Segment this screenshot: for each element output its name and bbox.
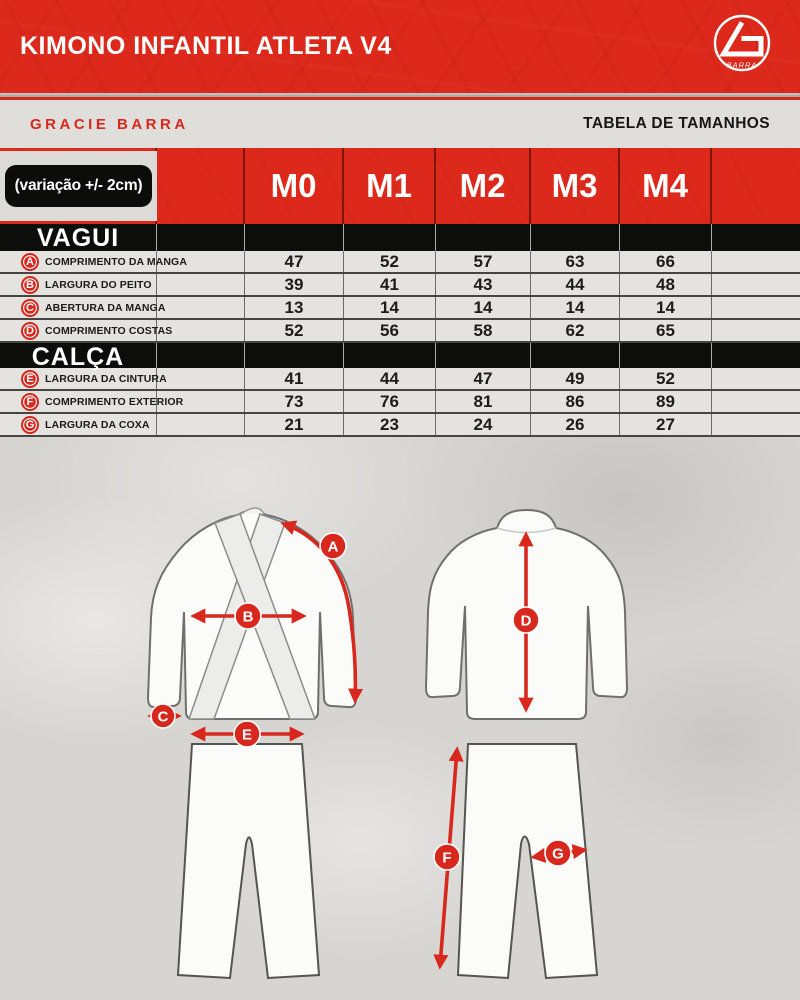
value-cell: 21	[245, 414, 344, 435]
size-header-m0: M0	[245, 148, 344, 224]
value-cell: 44	[531, 274, 620, 295]
page-title: KIMONO INFANTIL ATLETA V4	[20, 32, 392, 60]
table-row-b	[0, 274, 800, 297]
value-cell: 47	[245, 251, 344, 272]
gracie-barra-wordmark: GRACIE BARRA	[30, 115, 189, 133]
value-cell: 57	[436, 251, 531, 272]
value-cell: 43	[436, 274, 531, 295]
measurement-diagram	[0, 440, 800, 1000]
size-table	[0, 224, 800, 437]
measure-label: LARGURA DA CINTURA	[45, 372, 167, 385]
measure-label: ABERTURA DA MANGA	[45, 301, 166, 314]
value-cell: 58	[436, 320, 531, 341]
measure-badge-g	[545, 840, 571, 866]
measure-label: COMPRIMENTO COSTAS	[45, 324, 173, 337]
table-row-a	[0, 251, 800, 274]
measure-badge-c	[151, 704, 175, 728]
value-cell: 52	[344, 251, 436, 272]
section-header-calca	[0, 343, 800, 371]
value-cell: 89	[620, 391, 712, 412]
value-cell: 48	[620, 274, 712, 295]
table-row-c	[0, 297, 800, 320]
value-cell: 76	[344, 391, 436, 412]
value-cell: 63	[531, 251, 620, 272]
value-cell: 47	[436, 368, 531, 389]
variation-note-box	[0, 151, 157, 221]
value-cell: 14	[344, 297, 436, 318]
size-header-m3: M3	[531, 148, 620, 224]
measure-key-badge: E	[21, 370, 39, 388]
section-header-vagui	[0, 224, 800, 251]
measure-label: LARGURA DO PEITO	[45, 278, 152, 291]
svg-text:F: F	[442, 849, 452, 867]
measure-label: LARGURA DA COXA	[45, 418, 150, 431]
measure-key-badge: D	[21, 322, 39, 340]
value-cell: 14	[436, 297, 531, 318]
size-header-m2: M2	[436, 148, 531, 224]
table-row-f	[0, 391, 800, 414]
value-cell: 44	[344, 368, 436, 389]
svg-text:E: E	[241, 726, 253, 744]
value-cell: 41	[245, 368, 344, 389]
gi-pants-back-drawing	[458, 744, 597, 978]
value-cell: 24	[436, 414, 531, 435]
measure-key-badge: F	[21, 393, 39, 411]
table-row-e	[0, 368, 800, 391]
value-cell: 56	[344, 320, 436, 341]
value-cell: 41	[344, 274, 436, 295]
svg-text:G: G	[552, 845, 564, 863]
value-cell: 14	[620, 297, 712, 318]
value-cell: 52	[245, 320, 344, 341]
top-banner	[0, 0, 800, 93]
value-cell: 86	[531, 391, 620, 412]
measure-badge-a	[320, 533, 346, 559]
value-cell: 49	[531, 368, 620, 389]
value-cell: 73	[245, 391, 344, 412]
measure-key-badge: A	[21, 253, 39, 271]
size-header-m4: M4	[620, 148, 712, 224]
subheader-bar	[0, 93, 800, 148]
value-cell: 27	[620, 414, 712, 435]
svg-text:B: B	[242, 608, 254, 626]
svg-text:D: D	[520, 612, 532, 630]
value-cell: 81	[436, 391, 531, 412]
value-cell: 39	[245, 274, 344, 295]
section-title: VAGUI	[0, 224, 157, 253]
table-of-sizes-label: TABELA DE TAMANHOS	[583, 115, 770, 132]
size-header-m1: M1	[344, 148, 436, 224]
measure-badge-b	[235, 603, 261, 629]
value-cell: 13	[245, 297, 344, 318]
gracie-barra-shield-icon	[708, 9, 776, 79]
value-cell: 23	[344, 414, 436, 435]
measure-badge-d	[513, 607, 539, 633]
measure-badge-e	[234, 721, 260, 747]
value-cell: 66	[620, 251, 712, 272]
size-header-row	[0, 148, 800, 224]
measure-label: COMPRIMENTO EXTERIOR	[45, 395, 184, 408]
value-cell: 65	[620, 320, 712, 341]
value-cell: 26	[531, 414, 620, 435]
measure-key-badge: B	[21, 276, 39, 294]
value-cell: 52	[620, 368, 712, 389]
value-cell: 14	[531, 297, 620, 318]
gi-pants-front-drawing	[178, 744, 319, 978]
header-end-cell	[712, 148, 800, 224]
header-gap-cell	[157, 148, 245, 224]
logo-barra-text: BARRA	[726, 60, 758, 70]
svg-text:A: A	[327, 538, 339, 556]
section-title: CALÇA	[0, 343, 157, 372]
value-cell: 62	[531, 320, 620, 341]
table-row-d	[0, 320, 800, 343]
svg-text:C: C	[157, 708, 169, 726]
measure-key-badge: C	[21, 299, 39, 317]
variation-note-pill: (variação +/- 2cm)	[5, 165, 152, 207]
measure-badge-f	[434, 844, 460, 870]
table-row-g	[0, 414, 800, 437]
measure-key-badge: G	[21, 416, 39, 434]
measure-label: COMPRIMENTO DA MANGA	[45, 255, 187, 268]
